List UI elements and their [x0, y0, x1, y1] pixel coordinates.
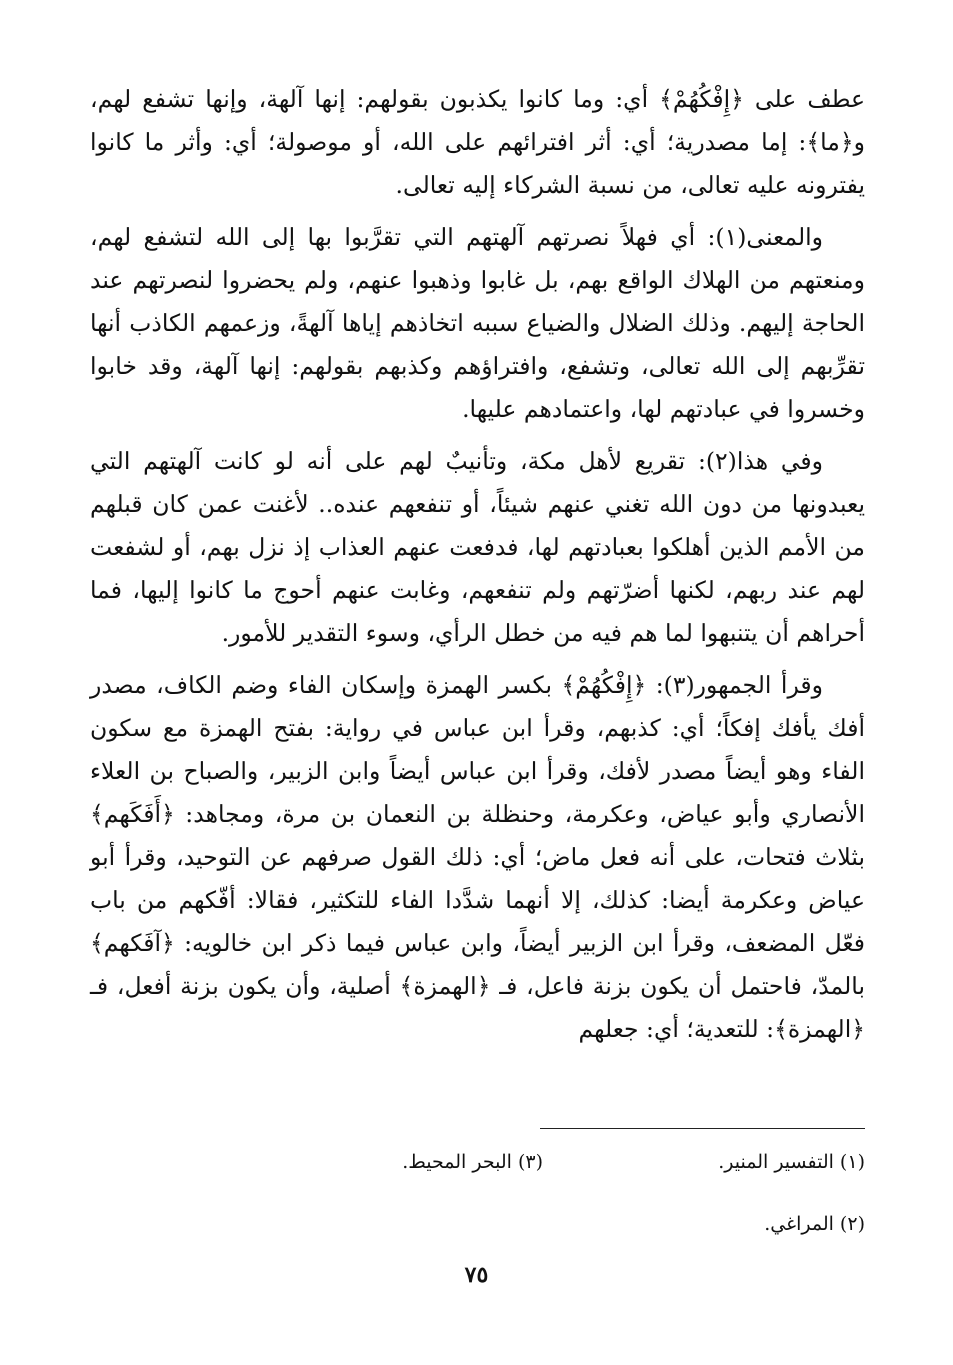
main-text [90, 78, 865, 1060]
paragraph-2: والمعنى(١): أي فهلاً نصرتهم آلهتهم التي تقرَّبوا بها إلى الله لتشفع لهم، ومنعتهم من الهلاك الواقع بهم، بل غابوا وذهبوا عنهم، ولم يحضروا لنصرتهم عند الحاجة إليهم. وذلك الضلال والضياع سببه اتخاذهم إياها آلهةً، وزعمهم الكاذب أنها تقرِّبهم إلى الله تعالى، وتشفع، وافتراؤهم وكذبهم بقولهم: إنها آلهة، وقد خابوا وخسروا في عبادتهم لها، واعتمادهم عليها. [90, 223, 865, 423]
footnote-divider [540, 1128, 865, 1129]
paragraph-1: عطف على ﴿إِفْكُهُمْ﴾ أي: وما كانوا يكذبون بقولهم: إنها آلهة، وإنها تشفع لهم، و﴿ما﴾: إما مصدرية؛ أي: أثر افترائهم على الله، أو موصولة؛ أي: وأثر ما كانوا يفترونه عليه تعالى، من نسبة الشركاء إليه تعالى. [90, 85, 865, 199]
footnote-3: (٣) البحر المحيط. [402, 1151, 543, 1173]
footnote-1: (١) التفسير المنير. [718, 1151, 865, 1173]
footnote-2: (٢) المراغي. [764, 1213, 865, 1235]
paragraph-4: وقرأ الجمهور(٣): ﴿إِفْكُهُمْ﴾ بكسر الهمزة وإسكان الفاء وضم الكاف، مصدر أفك يأفك إفكاً؛ أي: كذبهم، وقرأ ابن عباس في رواية: بفتح الهمزة مع سكون الفاء وهو أيضاً مصدر لأفك، وقرأ ابن عباس أيضاً وابن الزبير، والصباح بن العلاء الأنصاري وأبو عياض، وعكرمة، وحنظلة بن النعمان بن مرة، ومجاهد: ﴿أَفَكَهم﴾ بثلاث فتحات، على أنه فعل ماض؛ أي: ذلك القول صرفهم عن التوحيد، وقرأ أبو عياض وعكرمة أيضا: كذلك، إلا أنهما شدَّدا الفاء للتكثير، فقالا: أفّكهم من باب فعّل المضعف، وقرأ ابن الزبير أيضاً، وابن عباس فيما ذكر ابن خالويه: ﴿آفَكهم﴾ بالمدّ، فاحتمل أن يكون بزنة فاعل، فـ ﴿الهمزة﴾ أصلية، وأن يكون بزنة أفعل، فـ ﴿الهمزة﴾: للتعدية؛ أي: جعلهم [90, 671, 865, 1043]
page-number: ٧٥ [464, 1262, 489, 1288]
paragraph-3: وفي هذا(٢): تقريع لأهل مكة، وتأنيبٌ لهم على أنه لو كانت آلهتهم التي يعبدونها من دون الله تغني عنهم شيئاً، أو تنفعهم عنده.. لأغنت عمن كان قبلهم من الأمم الذين أهلكوا بعبادتهم لها، فدفعت عنهم العذاب إذ نزل بهم، أو لشفعت لهم عند ربهم، لكنها أضرّتهم ولم تنفعهم، وغابت عنهم أحوج ما كانوا إليها، فما أحراهم أن يتنبهوا لما هم فيه من خطل الرأي، وسوء التقدير للأمور. [90, 447, 865, 647]
